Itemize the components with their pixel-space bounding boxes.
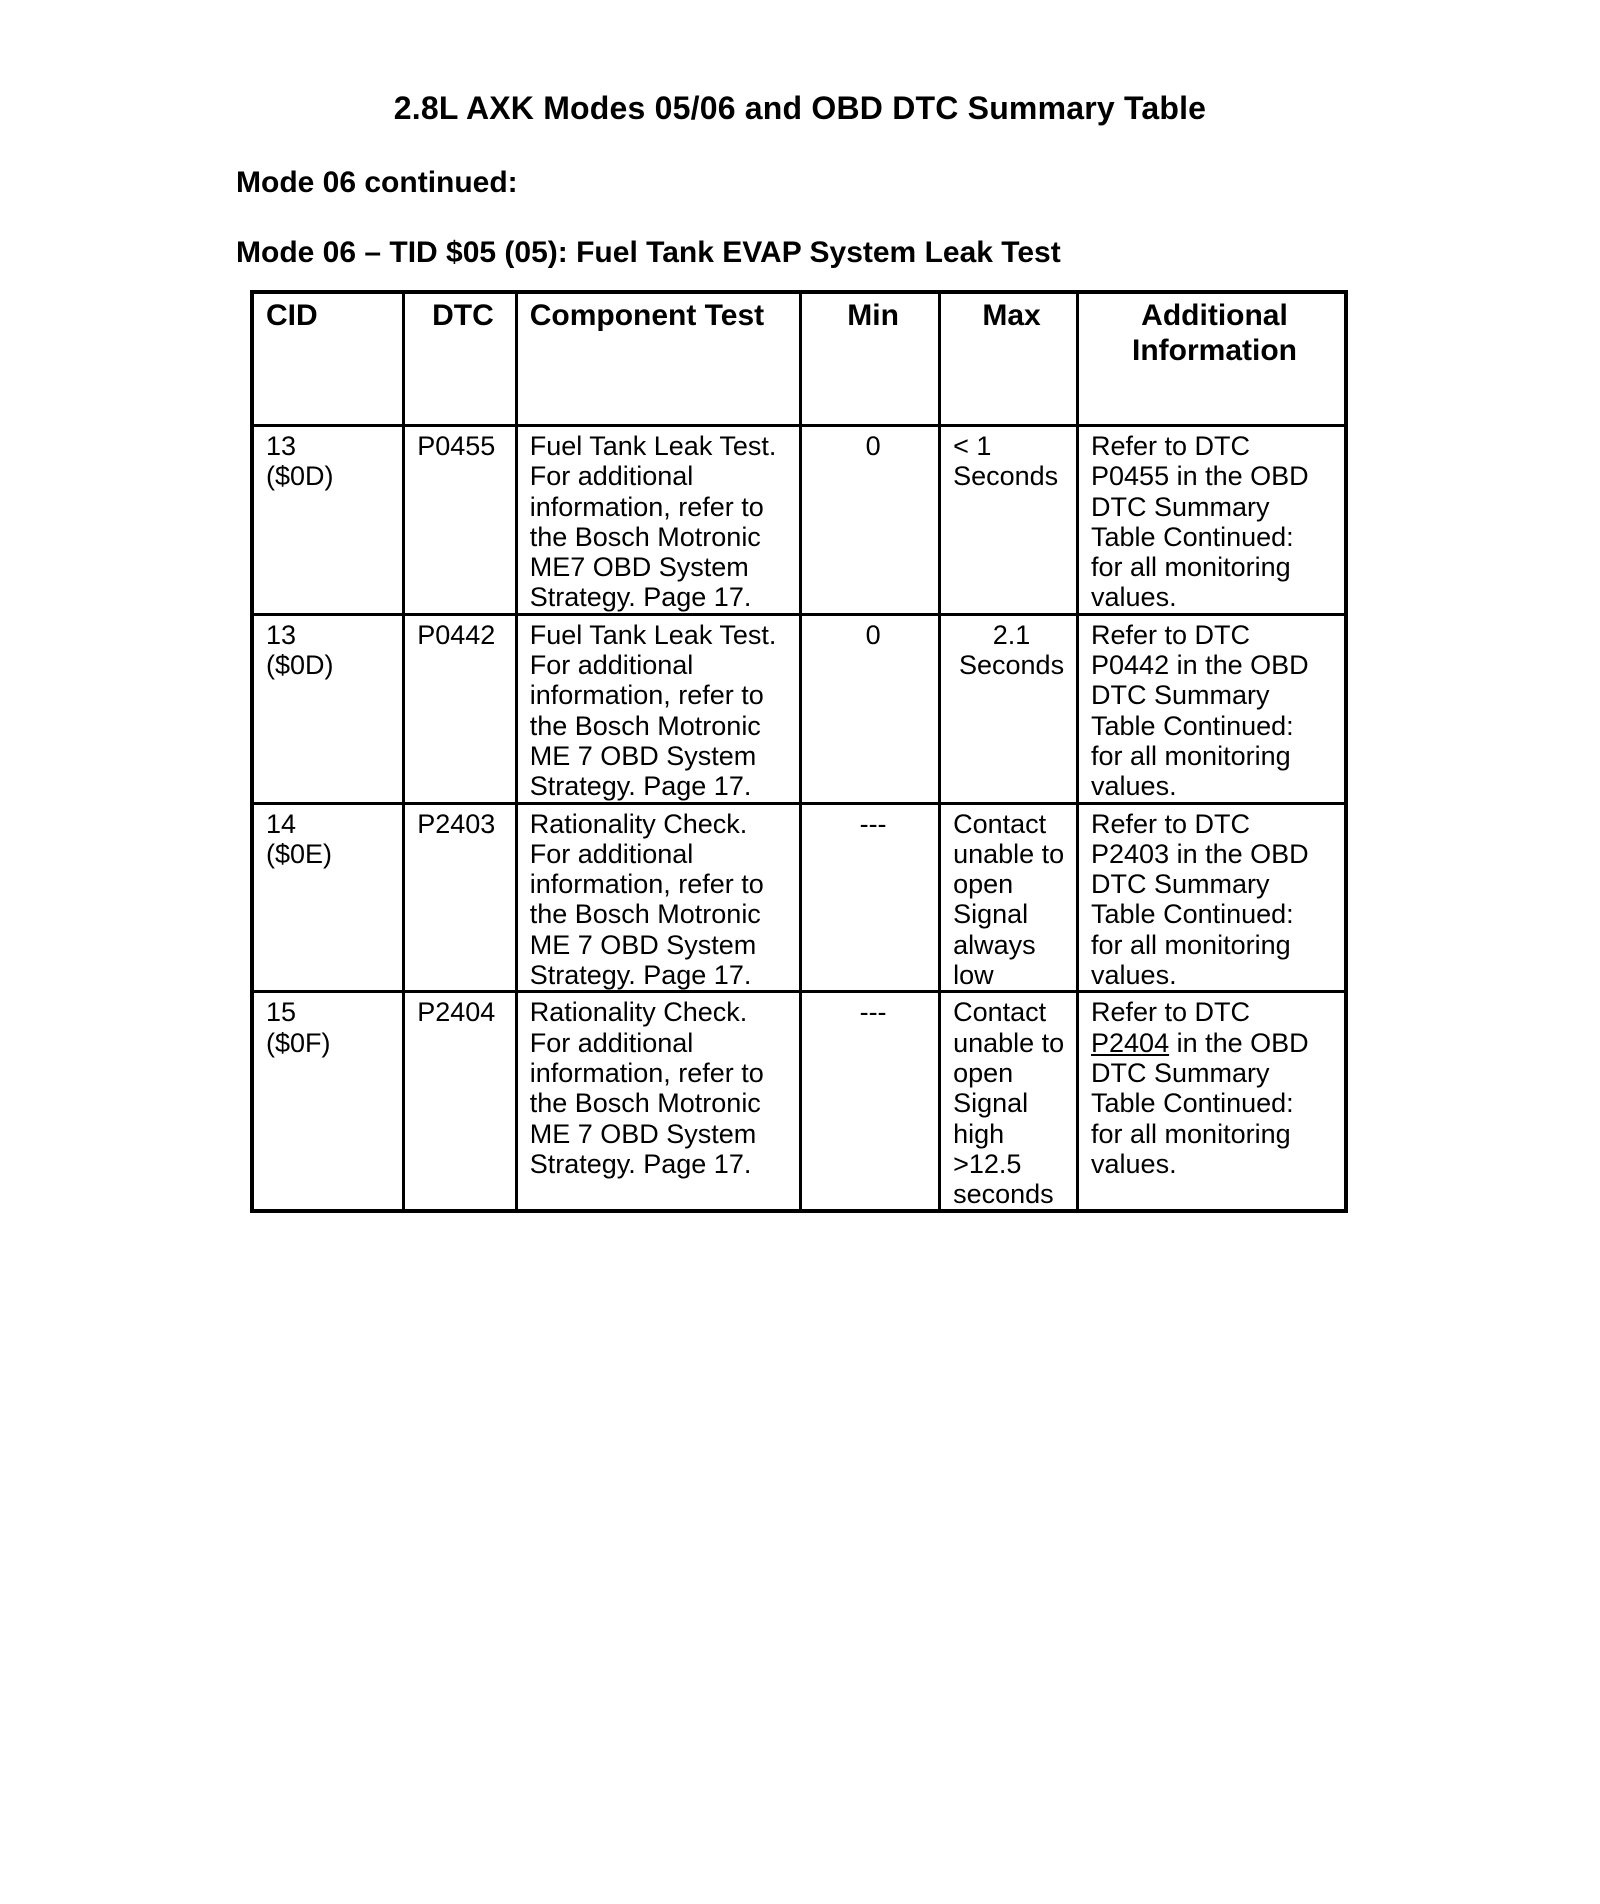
additional-suffix: in the OBD DTC Summary Table Continued: for all monitoring values. <box>1091 461 1309 613</box>
section-heading: Mode 06 continued: <box>236 166 518 199</box>
column-header-dtc: DTC <box>404 292 516 426</box>
cell-min: --- <box>801 803 940 992</box>
cell-min: 0 <box>801 426 940 615</box>
table-header-row <box>252 292 1346 426</box>
additional-suffix: in the OBD DTC Summary Table Continued: for all monitoring values. <box>1091 838 1309 991</box>
cell-additional-information <box>1078 614 1346 803</box>
column-header-max: Max <box>940 292 1078 426</box>
table-row <box>252 803 1346 992</box>
cell-dtc: P0442 <box>404 614 516 803</box>
additional-suffix: in the OBD DTC Summary Table Continued: for all monitoring values. <box>1091 650 1309 802</box>
cell-component-test: Rationality Check. For additional information, refer to the Bosch Motronic ME 7 OBD System Strategy. Page 17. <box>516 992 800 1212</box>
cell-component-test: Fuel Tank Leak Test. For additional information, refer to the Bosch Motronic ME7 OBD System Strategy. Page 17. <box>516 426 800 615</box>
cell-max: Contact unable to open Signal high >12.5 seconds <box>940 992 1078 1212</box>
cell-dtc: P2404 <box>404 992 516 1212</box>
cell-additional-information <box>1078 803 1346 992</box>
cell-cid: 13 ($0D) <box>252 614 404 803</box>
cell-max: < 1 Seconds <box>940 426 1078 615</box>
cell-additional-information <box>1078 426 1346 615</box>
additional-dtc-reference: P2404 <box>1091 1027 1170 1058</box>
cell-min: 0 <box>801 614 940 803</box>
cell-additional-information <box>1078 992 1346 1212</box>
cell-max: Contact unable to open Signal always low <box>940 803 1078 992</box>
additional-prefix: Refer to DTC <box>1091 619 1251 650</box>
page-title: 2.8L AXK Modes 05/06 and OBD DTC Summary Table <box>393 90 1207 126</box>
column-header-additional-information: Additional Information <box>1078 292 1346 426</box>
cell-cid: 14 ($0E) <box>252 803 404 992</box>
dtc-summary-table <box>250 290 1348 1213</box>
additional-prefix: Refer to DTC <box>1091 431 1251 461</box>
additional-prefix: Refer to DTC <box>1091 997 1251 1028</box>
column-header-cid: CID <box>252 292 404 426</box>
table-row <box>252 992 1346 1212</box>
table-heading: Mode 06 – TID $05 (05): Fuel Tank EVAP System Leak Test <box>236 236 1061 269</box>
cell-component-test: Fuel Tank Leak Test. For additional information, refer to the Bosch Motronic ME 7 OBD System Strategy. Page 17. <box>516 614 800 803</box>
additional-dtc-reference: P0455 <box>1091 461 1170 492</box>
additional-dtc-reference: P0442 <box>1091 650 1170 681</box>
column-header-component-test: Component Test <box>516 292 800 426</box>
cell-dtc: P2403 <box>404 803 516 992</box>
column-header-min: Min <box>801 292 940 426</box>
cell-max: 2.1 Seconds <box>940 614 1078 803</box>
table-row <box>252 426 1346 615</box>
additional-dtc-reference: P2403 <box>1091 838 1170 869</box>
cell-cid: 13 ($0D) <box>252 426 404 615</box>
cell-cid: 15 ($0F) <box>252 992 404 1212</box>
cell-component-test: Rationality Check. For additional information, refer to the Bosch Motronic ME 7 OBD System Strategy. Page 17. <box>516 803 800 992</box>
cell-min: --- <box>801 992 940 1212</box>
additional-prefix: Refer to DTC <box>1091 808 1251 839</box>
cell-dtc: P0455 <box>404 426 516 615</box>
table-row <box>252 614 1346 803</box>
additional-suffix: in the OBD DTC Summary Table Continued: for all monitoring values. <box>1091 1027 1309 1179</box>
